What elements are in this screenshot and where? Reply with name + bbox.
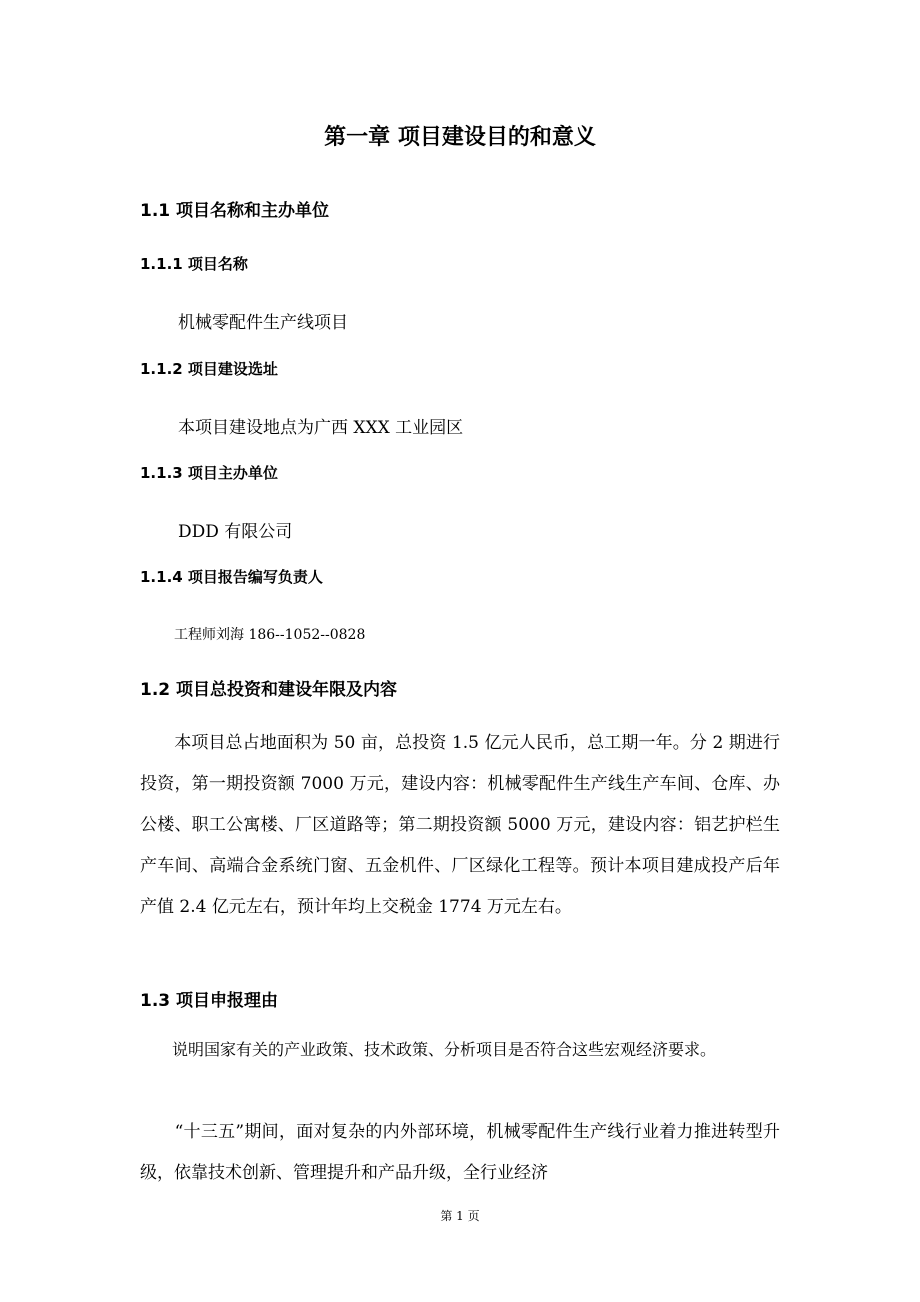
section-heading-1-3: 1.3 项目申报理由 — [140, 991, 279, 1011]
project-location-text: 本项目建设地点为广西 XXX 工业园区 — [178, 418, 464, 438]
subsection-heading-1-1-3: 1.1.3 项目主办单位 — [140, 464, 278, 482]
policy-paragraph: 说明国家有关的产业政策、技术政策、分析项目是否符合这些宏观经济要求。 — [140, 1040, 717, 1059]
section-heading-1-1: 1.1 项目名称和主办单位 — [140, 201, 330, 221]
subsection-heading-1-1-4: 1.1.4 项目报告编写负责人 — [140, 568, 323, 586]
chapter-title: 第一章 项目建设目的和意义 — [324, 125, 596, 150]
page-number: 第 1 页 — [440, 1209, 480, 1223]
industry-paragraph: “十三五”期间，面对复杂的内外部环境，机械零配件生产线行业着力推进转型升级，依靠技术创新、管理提升和产品升级，全行业经济 — [140, 1122, 780, 1183]
subsection-heading-1-1-2: 1.1.2 项目建设选址 — [140, 360, 278, 378]
subsection-heading-1-1-1: 1.1.1 项目名称 — [140, 255, 248, 273]
project-sponsor-text: DDD 有限公司 — [178, 522, 293, 542]
section-heading-1-2: 1.2 项目总投资和建设年限及内容 — [140, 680, 398, 700]
project-name-text: 机械零配件生产线项目 — [178, 313, 348, 333]
investment-paragraph: 本项目总占地面积为 50 亩，总投资 1.5 亿元人民币，总工期一年。分 2 期进行投资，第一期投资额 7000 万元，建设内容：机械零配件生产线生产车间、仓库、办公楼、职工公寓楼、厂区道路等；第二期投资额 5000 万元，建设内容：铝艺护栏生产车间、高端合金系统门窗、五金机件、厂区绿化工程等。预计本项目建成投产后年产值 2.4 亿元左右，预计年均上交税金 1774 万元左右。 — [140, 733, 780, 917]
report-author-text: 工程师刘海 186--1052--0828 — [174, 627, 366, 643]
